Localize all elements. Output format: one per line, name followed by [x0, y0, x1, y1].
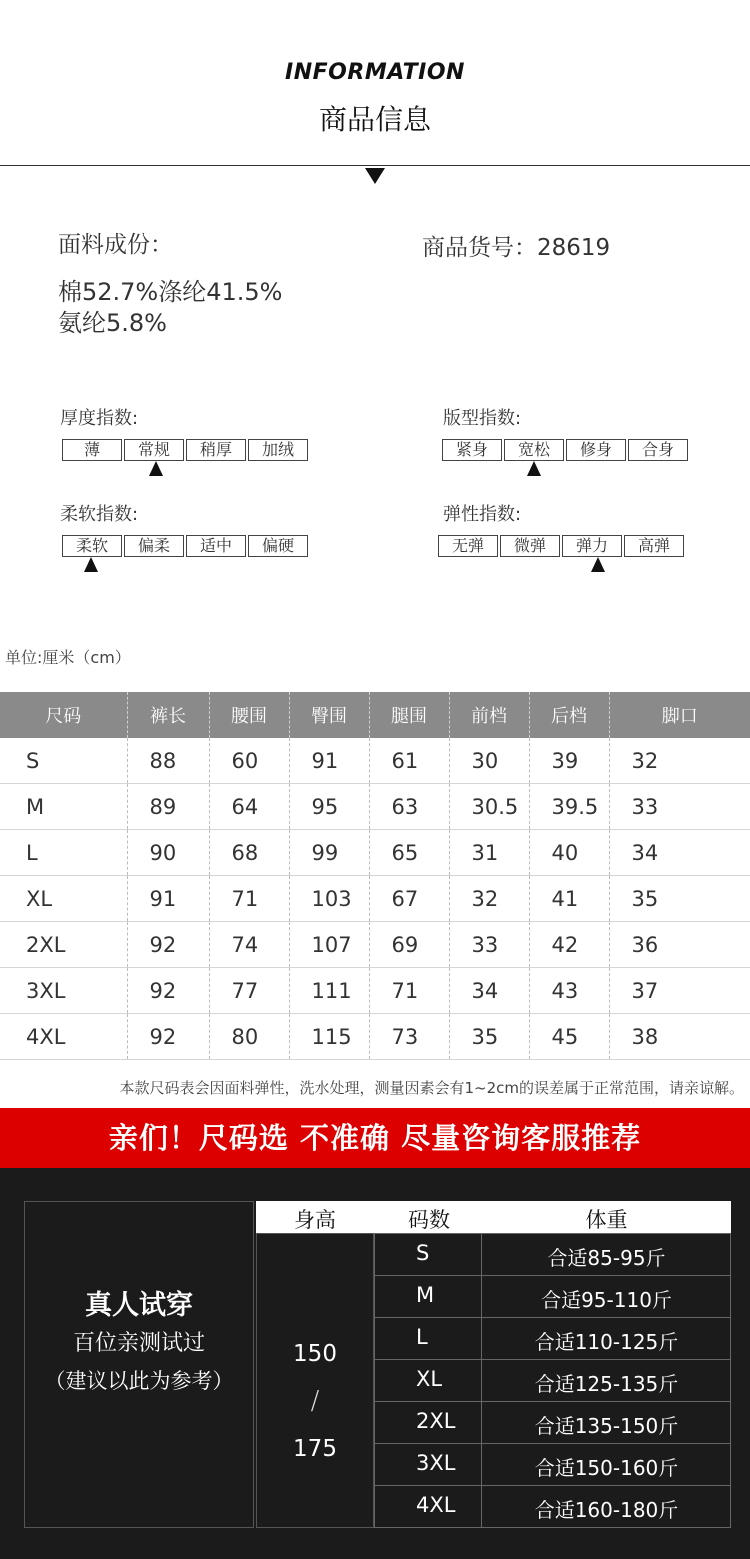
table-cell: 107: [289, 922, 369, 968]
softness-option: 适中: [186, 535, 246, 557]
height-separator: /: [310, 1386, 320, 1416]
thickness-option: 薄: [62, 439, 122, 461]
elasticity-option: 弹力: [562, 535, 622, 557]
table-cell: 33: [449, 922, 529, 968]
table-cell: L: [0, 830, 127, 876]
table-cell: 99: [289, 830, 369, 876]
fitting-weight: 合适110-125斤: [534, 1330, 679, 1354]
table-cell: 2XL: [0, 922, 127, 968]
table-cell: 64: [209, 784, 289, 830]
unit-label: 单位:厘米（cm）: [5, 648, 131, 667]
col-size-header: 码数: [408, 1208, 450, 1232]
table-cell: 103: [289, 876, 369, 922]
table-cell: 92: [127, 922, 209, 968]
table-row: [0, 830, 750, 876]
table-cell: 115: [289, 1014, 369, 1060]
table-cell: 71: [369, 968, 449, 1014]
table-header-cell: 臀围: [289, 692, 369, 738]
fitting-size: M: [416, 1283, 435, 1307]
table-cell: 35: [449, 1014, 529, 1060]
table-cell: 61: [369, 738, 449, 784]
elasticity-option: 高弹: [624, 535, 684, 557]
table-header-cell: 脚口: [609, 692, 750, 738]
table-row: [0, 876, 750, 922]
table-cell: 91: [289, 738, 369, 784]
table-row: [0, 738, 750, 784]
fit-index-label: 版型指数:: [443, 408, 522, 429]
table-cell: 31: [449, 830, 529, 876]
fabric-composition-2: 氨纶5.8%: [58, 309, 167, 337]
elasticity-option: 微弹: [500, 535, 560, 557]
fabric-composition-1: 棉52.7%涤纶41.5%: [58, 278, 283, 306]
table-cell: 45: [529, 1014, 609, 1060]
softness-option: 柔软: [62, 535, 122, 557]
size-advice-banner: 亲们！尺码选 不准确 尽量咨询客服推荐: [0, 1108, 750, 1168]
table-cell: 67: [369, 876, 449, 922]
table-header-cell: 前档: [449, 692, 529, 738]
table-cell: 88: [127, 738, 209, 784]
table-header-cell: 腰围: [209, 692, 289, 738]
table-cell: 34: [609, 830, 750, 876]
col-height-header: 身高: [294, 1208, 336, 1232]
table-cell: 37: [609, 968, 750, 1014]
table-cell: 73: [369, 1014, 449, 1060]
table-cell: 38: [609, 1014, 750, 1060]
thickness-scale: [62, 439, 308, 461]
thickness-option: 稍厚: [186, 439, 246, 461]
fitting-hint: （建议以此为参考）: [44, 1369, 234, 1393]
fitting-title: 真人试穿: [85, 1290, 193, 1321]
product-number: 商品货号：28619: [422, 235, 611, 261]
table-row: [0, 968, 750, 1014]
table-cell: 39.5: [529, 784, 609, 830]
table-header-cell: 腿围: [369, 692, 449, 738]
elasticity-scale: [438, 535, 684, 557]
fitting-size: S: [416, 1241, 430, 1265]
fitting-size: XL: [416, 1367, 443, 1391]
table-cell: 33: [609, 784, 750, 830]
size-table: [0, 692, 750, 1060]
table-cell: 4XL: [0, 1014, 127, 1060]
table-cell: 92: [127, 1014, 209, 1060]
elasticity-option: 无弹: [438, 535, 498, 557]
softness-index-label: 柔软指数:: [60, 504, 139, 525]
table-cell: 74: [209, 922, 289, 968]
table-cell: 80: [209, 1014, 289, 1060]
table-cell: 63: [369, 784, 449, 830]
table-cell: 30: [449, 738, 529, 784]
table-cell: 36: [609, 922, 750, 968]
arrow-up-icon: [591, 557, 605, 572]
table-header-cell: 尺码: [0, 692, 127, 738]
thickness-option: 常规: [124, 439, 184, 461]
table-header-cell: 裤长: [127, 692, 209, 738]
table-cell: 68: [209, 830, 289, 876]
table-header-cell: 后档: [529, 692, 609, 738]
table-row: [0, 1014, 750, 1060]
fitting-weight: 合适125-135斤: [534, 1372, 679, 1396]
table-cell: 42: [529, 922, 609, 968]
table-cell: 77: [209, 968, 289, 1014]
fitting-weight: 合适95-110斤: [541, 1288, 672, 1312]
table-cell: 40: [529, 830, 609, 876]
softness-option: 偏柔: [124, 535, 184, 557]
table-row: [0, 784, 750, 830]
table-cell: XL: [0, 876, 127, 922]
table-cell: 41: [529, 876, 609, 922]
fitting-size: L: [416, 1325, 428, 1349]
table-cell: M: [0, 784, 127, 830]
fit-option: 紧身: [442, 439, 502, 461]
elasticity-index-label: 弹性指数:: [443, 504, 522, 525]
table-cell: 91: [127, 876, 209, 922]
table-cell: 32: [449, 876, 529, 922]
height-to: 175: [293, 1436, 337, 1462]
fitting-weight: 合适85-95斤: [547, 1246, 666, 1270]
size-note: 本款尺码表会因面料弹性，洗水处理，测量因素会有1~2cm的误差属于正常范围，请亲谅解。: [119, 1079, 744, 1097]
col-weight-header: 体重: [585, 1208, 628, 1232]
section-title-cn: 商品信息: [318, 103, 431, 136]
table-cell: 71: [209, 876, 289, 922]
arrow-up-icon: [84, 557, 98, 572]
height-from: 150: [293, 1341, 337, 1367]
softness-option: 偏硬: [248, 535, 308, 557]
divider: [0, 165, 750, 166]
table-cell: 43: [529, 968, 609, 1014]
fit-scale: [442, 439, 688, 461]
table-row: [0, 922, 750, 968]
thickness-index-label: 厚度指数:: [60, 408, 139, 429]
fitting-size: 2XL: [416, 1409, 456, 1433]
table-cell: 34: [449, 968, 529, 1014]
table-cell: 32: [609, 738, 750, 784]
table-cell: 60: [209, 738, 289, 784]
softness-scale: [62, 535, 308, 557]
fit-option: 合身: [628, 439, 688, 461]
table-cell: 89: [127, 784, 209, 830]
table-header-row: [0, 692, 750, 738]
fit-option: 宽松: [504, 439, 564, 461]
table-cell: 35: [609, 876, 750, 922]
fitting-size: 3XL: [416, 1451, 456, 1475]
fit-option: 修身: [566, 439, 626, 461]
fitting-weight: 合适135-150斤: [534, 1414, 679, 1438]
table-cell: 95: [289, 784, 369, 830]
fabric-label: 面料成份：: [58, 232, 173, 258]
arrow-up-icon: [527, 461, 541, 476]
thickness-option: 加绒: [248, 439, 308, 461]
table-cell: 65: [369, 830, 449, 876]
fitting-size: 4XL: [416, 1493, 456, 1517]
height-column: [256, 1233, 374, 1528]
table-cell: 90: [127, 830, 209, 876]
table-cell: 111: [289, 968, 369, 1014]
table-cell: 92: [127, 968, 209, 1014]
table-cell: S: [0, 738, 127, 784]
table-cell: 39: [529, 738, 609, 784]
fitting-subtitle: 百位亲测试过: [72, 1331, 205, 1356]
section-title-en: INFORMATION: [285, 60, 465, 85]
table-cell: 3XL: [0, 968, 127, 1014]
table-cell: 30.5: [449, 784, 529, 830]
triangle-down-icon: [365, 168, 385, 184]
fitting-weight: 合适150-160斤: [534, 1456, 679, 1480]
table-cell: 69: [369, 922, 449, 968]
arrow-up-icon: [149, 461, 163, 476]
fitting-weight: 合适160-180斤: [534, 1498, 679, 1522]
table-body: [0, 738, 750, 1060]
